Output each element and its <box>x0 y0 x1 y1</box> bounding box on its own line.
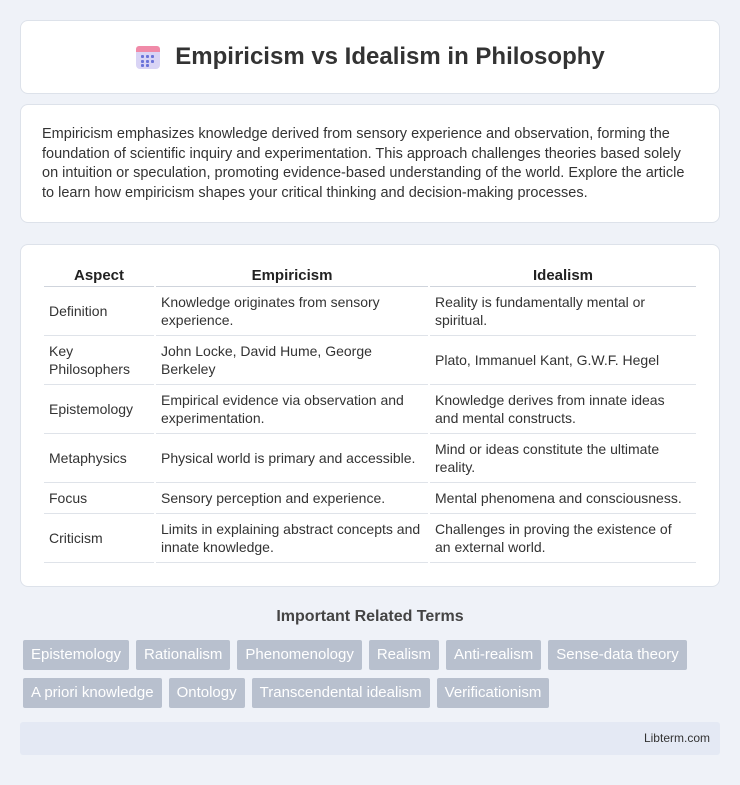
cell-aspect: Definition <box>44 287 154 336</box>
cell-aspect: Metaphysics <box>44 434 154 483</box>
tag-epistemology[interactable]: Epistemology <box>23 640 129 670</box>
cell-empiricism: John Locke, David Hume, George Berkeley <box>156 336 428 385</box>
cell-aspect: Epistemology <box>44 385 154 434</box>
table-row <box>44 483 696 514</box>
comparison-table-card <box>20 244 720 587</box>
cell-aspect: Criticism <box>44 514 154 563</box>
footer-site-link[interactable]: Libterm.com <box>643 731 710 745</box>
cell-empiricism: Sensory perception and experience. <box>156 483 428 514</box>
cell-empiricism: Physical world is primary and accessible. <box>156 434 428 483</box>
table-row <box>44 514 696 563</box>
tag-a-priori-knowledge[interactable]: A priori knowledge <box>23 678 162 708</box>
cell-idealism: Mind or ideas constitute the ultimate reality. <box>430 434 696 483</box>
tag-anti-realism[interactable]: Anti-realism <box>446 640 541 670</box>
tag-rationalism[interactable]: Rationalism <box>136 640 230 670</box>
intro-text: Empiricism emphasizes knowledge derived from sensory experience and observation, forming the foundation of scientific inquiry and experimentation. This approach challenges theories based solely on intuition or speculation, promoting evidence-based understanding of the world. Explore the article to learn how empiricism shapes your critical thinking and decision-making processes. <box>42 126 685 201</box>
intro-card <box>20 104 720 223</box>
header-card <box>20 20 720 94</box>
table-row <box>44 434 696 483</box>
tag-phenomenology[interactable]: Phenomenology <box>237 640 361 670</box>
tag-transcendental-idealism[interactable]: Transcendental idealism <box>252 678 430 708</box>
table-header-row <box>44 267 696 287</box>
cell-idealism: Challenges in proving the existence of an external world. <box>430 514 696 563</box>
cell-idealism: Knowledge derives from innate ideas and mental constructs. <box>430 385 696 434</box>
table-row <box>44 385 696 434</box>
tag-row <box>23 678 723 708</box>
page-title: Empiricism vs Idealism in Philosophy <box>175 43 605 70</box>
cell-aspect: Key Philosophers <box>44 336 154 385</box>
footer <box>20 722 720 755</box>
cell-empiricism: Limits in explaining abstract concepts and innate knowledge. <box>156 514 428 563</box>
column-header-idealism: Idealism <box>430 267 696 287</box>
comparison-table <box>42 267 698 563</box>
cell-empiricism: Empirical evidence via observation and experimentation. <box>156 385 428 434</box>
cell-empiricism: Knowledge originates from sensory experience. <box>156 287 428 336</box>
column-header-empiricism: Empiricism <box>156 267 428 287</box>
tag-realism[interactable]: Realism <box>369 640 439 670</box>
tag-ontology[interactable]: Ontology <box>169 678 245 708</box>
column-header-aspect: Aspect <box>44 267 154 287</box>
tag-verificationism[interactable]: Verificationism <box>437 678 550 708</box>
table-row <box>44 336 696 385</box>
tag-row <box>23 640 723 670</box>
tag-sense-data-theory[interactable]: Sense-data theory <box>548 640 687 670</box>
calendar-icon <box>135 44 161 70</box>
cell-aspect: Focus <box>44 483 154 514</box>
cell-idealism: Mental phenomena and consciousness. <box>430 483 696 514</box>
related-terms-title: Important Related Terms <box>276 608 464 625</box>
cell-idealism: Plato, Immanuel Kant, G.W.F. Hegel <box>430 336 696 385</box>
cell-idealism: Reality is fundamentally mental or spiritual. <box>430 287 696 336</box>
table-row <box>44 287 696 336</box>
related-terms-tags <box>23 640 723 716</box>
